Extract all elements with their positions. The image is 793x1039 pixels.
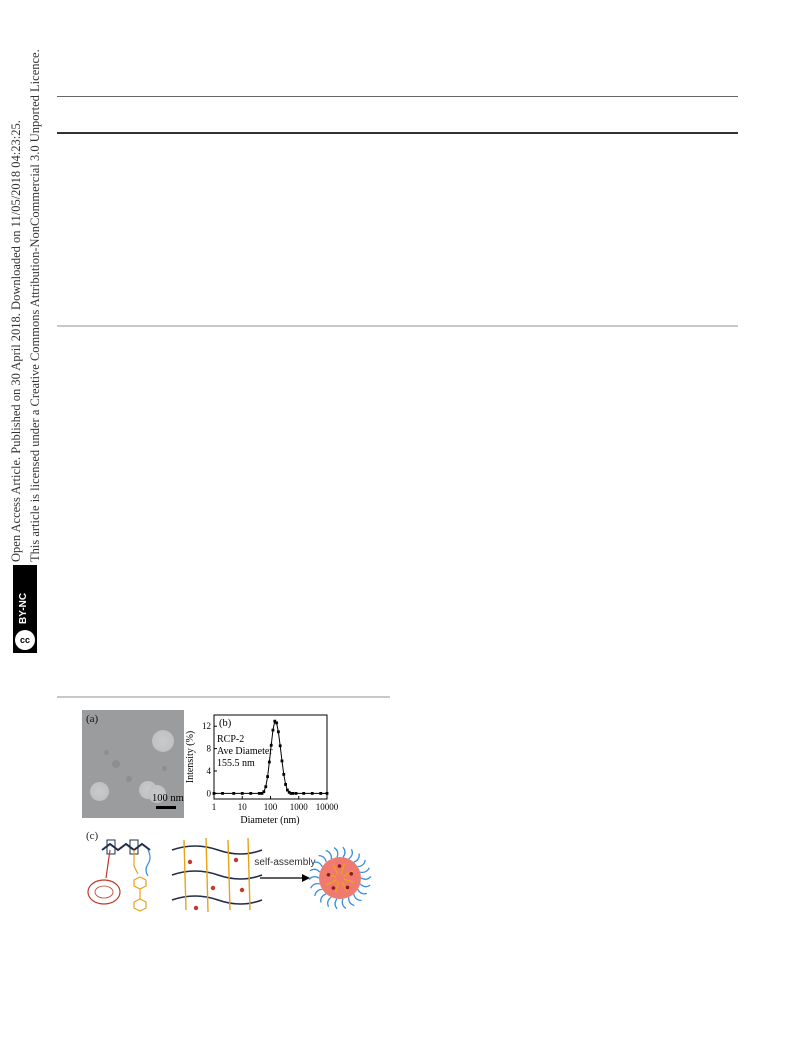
cd-host-dot [194, 906, 198, 910]
annotation-line-1: RCP-2 [217, 734, 245, 745]
data-point [275, 721, 278, 724]
cd-host-dot [234, 858, 238, 862]
micelle-corona-chain [311, 884, 320, 889]
self-assembly-schematic [80, 830, 380, 935]
data-point [264, 785, 267, 788]
sidebar-license-line[interactable]: This article is licensed under a Creative Commons Attribution-NonCommercial 3.0 Unported Licence. [28, 49, 42, 562]
panel-c-label: (c) [86, 830, 99, 842]
x-axis-label: Diameter (nm) [240, 815, 300, 826]
micelle-corona-chain [321, 894, 326, 903]
data-point [249, 792, 252, 795]
x-tick-label: 10 [237, 802, 247, 812]
x-tick-label: 100 [263, 802, 278, 812]
micelle-cd-dot [338, 864, 342, 868]
y-tick-label: 0 [206, 788, 211, 799]
cc-license-badge[interactable] [13, 565, 37, 653]
tem-speck [104, 750, 109, 755]
tem-speck [112, 760, 120, 768]
data-point [279, 744, 282, 747]
cc-icon: cc [15, 630, 35, 650]
data-point [232, 792, 235, 795]
micelle-corona-chain [326, 850, 332, 858]
tem-speck [126, 776, 132, 782]
section-rule [57, 325, 738, 327]
scale-bar [156, 806, 176, 809]
data-point [241, 792, 244, 795]
micelle-corona-chain [334, 848, 338, 858]
micelle-corona-chain [342, 899, 346, 909]
micelle-cd-dot [332, 886, 336, 890]
micelle-cd-dot [327, 873, 331, 877]
micelle-corona-chain [354, 854, 359, 863]
y-tick-label: 4 [206, 766, 211, 776]
micelle-corona-chain [335, 899, 337, 909]
data-point [221, 792, 224, 795]
sidebar-publication-line: Open Access Article. Published on 30 April 2018. Downloaded on 11/05/2018 04:23:25. [9, 120, 23, 562]
data-point [326, 792, 329, 795]
tem-particle [152, 730, 174, 752]
micelle-corona-chain [309, 877, 319, 880]
micelle [309, 847, 371, 909]
micelle-corona-chain [360, 868, 369, 873]
polymer-network [172, 838, 262, 912]
data-point [284, 783, 287, 786]
data-point [302, 792, 305, 795]
data-point [291, 792, 294, 795]
panel-a-label: (a) [86, 713, 99, 725]
benzene-ring [134, 877, 146, 889]
cd-host-dot [188, 860, 192, 864]
micelle-cd-dot [349, 872, 353, 876]
cd-host-dot [240, 888, 244, 892]
data-point [277, 730, 280, 733]
micelle-corona-chain [349, 897, 355, 905]
figure [80, 705, 380, 935]
panel-b-label: (b) [219, 718, 232, 729]
polymer-backbone [102, 844, 150, 850]
micelle-corona-chain [310, 869, 320, 872]
peg-chain [146, 850, 150, 876]
y-tick-label: 8 [206, 743, 211, 754]
data-point [282, 773, 285, 776]
data-point [213, 792, 216, 795]
cc-badge-text: BY-NC [18, 592, 29, 624]
polymer-structure [88, 840, 150, 911]
data-point [311, 792, 314, 795]
annotation-line-2: Ave Diameter [217, 746, 273, 757]
micelle-core [319, 857, 361, 899]
license-sidebar [0, 0, 40, 1039]
data-point [295, 792, 298, 795]
network-azo-strand [184, 840, 186, 910]
micelle-corona-chain [349, 849, 353, 859]
network-azo-strand [228, 840, 230, 910]
micelle-corona-chain [343, 847, 345, 857]
data-point [266, 775, 269, 778]
benzene-ring [134, 899, 146, 911]
data-point [262, 790, 265, 793]
micelle-corona-chain [315, 889, 323, 896]
data-point [272, 729, 275, 732]
x-tick-label: 10000 [315, 802, 339, 812]
data-point [281, 760, 284, 763]
network-azo-strand [206, 838, 208, 912]
dls-chart [180, 705, 340, 830]
micelle-corona-chain [328, 897, 332, 907]
micelle-corona-chain [360, 884, 370, 887]
x-tick-label: 1000 [289, 802, 308, 812]
network-azo-strand [248, 838, 250, 910]
header-rule-top [57, 96, 738, 97]
tem-image [82, 710, 184, 818]
x-tick-label: 1 [211, 802, 217, 812]
data-point [268, 761, 271, 764]
y-tick-label: 12 [202, 721, 211, 732]
figure-rule [57, 696, 390, 698]
annotation-line-3: 155.5 nm [217, 758, 255, 769]
data-point [258, 792, 261, 795]
cyclodextrin-ring-inner [95, 886, 113, 898]
tem-particle [90, 782, 109, 801]
micelle-corona-chain [358, 860, 366, 867]
tem-speck [162, 766, 167, 771]
micelle-corona-chain [319, 856, 327, 863]
self-assembly-label: self-assembly [254, 857, 316, 868]
micelle-corona-chain [358, 889, 367, 893]
micelle-corona-chain [361, 876, 371, 879]
y-axis-label: Intensity (%) [185, 730, 196, 784]
micelle-corona-chain [354, 894, 362, 901]
cyclodextrin-ring [88, 880, 120, 904]
cd-host-dot [211, 886, 215, 890]
self-assembly-arrow [254, 857, 315, 882]
micelle-cd-dot [346, 886, 350, 890]
data-point [319, 792, 322, 795]
header-rule-bottom [57, 132, 738, 134]
scale-bar-label: 100 nm [152, 793, 184, 804]
